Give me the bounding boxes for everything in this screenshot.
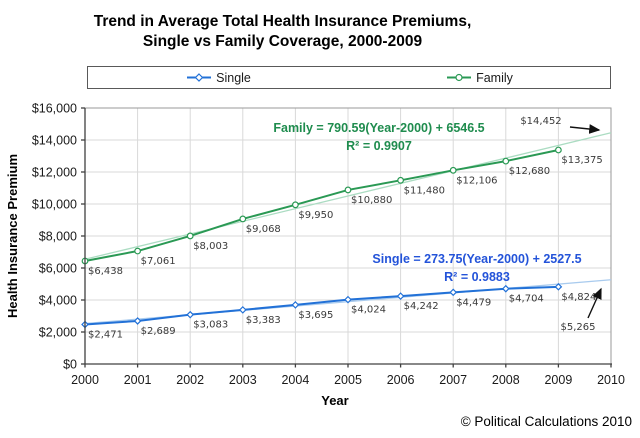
family-marker	[345, 187, 351, 193]
single-equation: Single = 273.75(Year-2000) + 2527.5	[372, 252, 582, 266]
x-tick-label: 2008	[491, 373, 520, 387]
data-label: $4,824	[561, 291, 597, 303]
y-tick-label: $10,000	[31, 197, 77, 212]
x-tick-label: 2002	[176, 373, 205, 387]
family-marker	[556, 147, 562, 153]
data-label: $8,003	[193, 240, 229, 252]
family-marker	[135, 248, 141, 254]
data-label: $9,950	[298, 209, 334, 221]
single-marker	[292, 302, 298, 308]
y-tick-label: $14,000	[31, 133, 77, 148]
legend-label-family: Family	[476, 70, 513, 85]
x-tick-label: 2004	[281, 373, 310, 387]
data-label: $10,880	[351, 194, 393, 206]
x-tick-label: 2009	[544, 373, 573, 387]
family-callout-arrow	[570, 127, 599, 130]
data-label: $9,068	[245, 223, 281, 235]
data-label: $4,704	[508, 293, 544, 305]
family-2010-callout: $14,452	[520, 116, 562, 127]
x-tick-label: 2001	[123, 373, 152, 387]
x-tick-label: 2003	[228, 373, 257, 387]
y-tick-label: $4,000	[38, 293, 77, 308]
family-marker	[450, 168, 456, 174]
y-tick-label: $2,000	[38, 325, 77, 340]
x-tick-label: 2007	[439, 373, 468, 387]
y-axis-title: Health Insurance Premium	[5, 154, 20, 318]
data-label: $12,680	[508, 166, 551, 178]
data-label: $4,479	[456, 297, 492, 309]
family-line	[85, 150, 558, 261]
family-marker	[503, 158, 509, 164]
family-marker	[293, 202, 299, 208]
data-label: $11,480	[403, 185, 445, 197]
family-marker	[240, 216, 246, 222]
family-r-squared: R² = 0.9907	[346, 139, 412, 153]
data-label: $3,383	[245, 314, 281, 326]
y-tick-label: $0	[63, 357, 77, 372]
x-tick-label: 2006	[386, 373, 415, 387]
data-label: $2,471	[88, 329, 123, 341]
single-marker	[240, 307, 246, 313]
family-equation: Family = 790.59(Year-2000) + 6546.5	[273, 121, 485, 135]
y-tick-label: $16,000	[31, 101, 77, 116]
x-tick-label: 2000	[71, 373, 99, 387]
x-tick-label: 2010	[597, 373, 625, 387]
data-label: $3,083	[193, 319, 229, 331]
data-label: $4,242	[403, 301, 439, 313]
single-marker	[187, 312, 193, 318]
data-label: $6,438	[88, 265, 123, 277]
legend-label-single: Single	[216, 70, 251, 85]
single-marker	[398, 293, 404, 299]
x-axis-title: Year	[321, 393, 349, 408]
data-label: $12,106	[456, 175, 498, 187]
y-tick-label: $8,000	[38, 229, 77, 244]
chart-title-line2: Single vs Family Coverage, 2000-2009	[142, 33, 423, 50]
family-marker	[398, 178, 404, 184]
single-2010-callout: $5,265	[560, 322, 596, 333]
x-tick-label: 2005	[334, 373, 362, 387]
data-label: $3,695	[298, 309, 334, 321]
data-label: $2,689	[140, 325, 176, 337]
family-marker	[187, 233, 193, 239]
single-marker	[503, 286, 509, 292]
single-r-squared: R² = 0.9883	[444, 270, 510, 284]
data-label: $13,375	[561, 155, 603, 166]
data-label: $7,061	[140, 256, 176, 268]
data-label: $4,024	[351, 304, 386, 316]
chart-title-line1: Trend in Average Total Health Insurance Premiums,	[93, 13, 472, 30]
y-tick-label: $6,000	[38, 261, 77, 276]
y-tick-label: $12,000	[31, 165, 77, 180]
copyright: © Political Calculations 2010	[460, 414, 632, 429]
single-marker	[450, 289, 456, 295]
